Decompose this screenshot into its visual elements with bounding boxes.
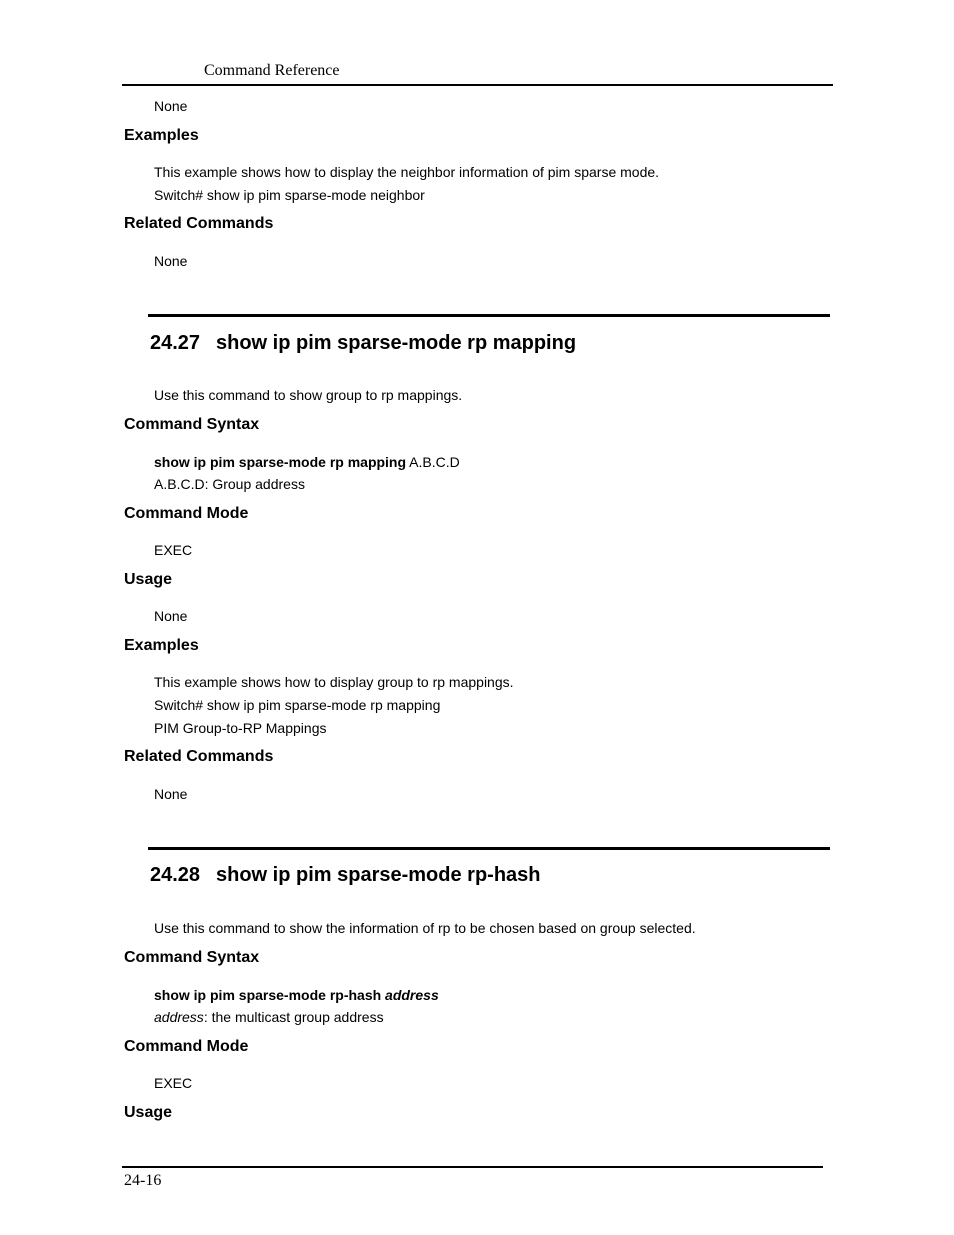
running-head: Command Reference (204, 62, 340, 79)
command-syntax-heading: Command Syntax (124, 416, 260, 433)
command-mode-heading: Command Mode (124, 1038, 249, 1055)
section-title-24-27 (150, 331, 576, 355)
command-syntax-heading: Command Syntax (124, 949, 260, 966)
command-mode-value: EXEC (154, 542, 193, 558)
syntax-argument: A.B.C.D (406, 454, 460, 470)
section-description: Use this command to show the information of rp to be chosen based on group selected. (154, 920, 696, 936)
header-rule (122, 84, 833, 86)
section-title-text: show ip pim sparse-mode rp-hash (216, 864, 541, 886)
examples-line: Switch# show ip pim sparse-mode neighbor (154, 187, 425, 203)
examples-line: This example shows how to display the neighbor information of pim sparse mode. (154, 164, 660, 180)
syntax-parameter-desc: : the multicast group address (203, 1009, 384, 1025)
command-syntax-line (154, 453, 460, 471)
command-mode-value: EXEC (154, 1075, 193, 1091)
related-commands-heading: Related Commands (124, 748, 274, 765)
usage-heading: Usage (124, 571, 173, 588)
section-title-text: show ip pim sparse-mode rp mapping (216, 332, 577, 354)
examples-line: This example shows how to display group to rp mappings. (154, 674, 514, 690)
usage-value: None (154, 608, 188, 624)
section-rule (148, 314, 830, 317)
section-description: Use this command to show group to rp mappings. (154, 387, 463, 403)
syntax-parameter-name: address (154, 1009, 204, 1025)
examples-heading: Examples (124, 637, 199, 654)
examples-line: PIM Group-to-RP Mappings (154, 720, 327, 736)
section-number: 24.27 (150, 332, 201, 354)
section-title-24-28 (150, 863, 541, 887)
related-commands-heading: Related Commands (124, 215, 274, 232)
syntax-argument: address (385, 987, 439, 1003)
related-commands-value: None (154, 253, 188, 269)
page-number: 24-16 (124, 1172, 162, 1189)
command-mode-heading: Command Mode (124, 505, 249, 522)
related-commands-value: None (154, 786, 188, 802)
examples-heading: Examples (124, 127, 199, 144)
usage-heading: Usage (124, 1104, 173, 1121)
syntax-command: show ip pim sparse-mode rp-hash (154, 987, 382, 1003)
section-rule (148, 847, 830, 850)
footer-rule (122, 1166, 823, 1168)
command-syntax-line (154, 986, 439, 1004)
section-number: 24.28 (150, 864, 201, 886)
usage-value: None (154, 98, 188, 114)
syntax-parameter: A.B.C.D: Group address (154, 476, 305, 492)
examples-line: Switch# show ip pim sparse-mode rp mapping (154, 697, 441, 713)
syntax-parameter (154, 1008, 384, 1026)
syntax-command: show ip pim sparse-mode rp mapping (154, 454, 407, 470)
